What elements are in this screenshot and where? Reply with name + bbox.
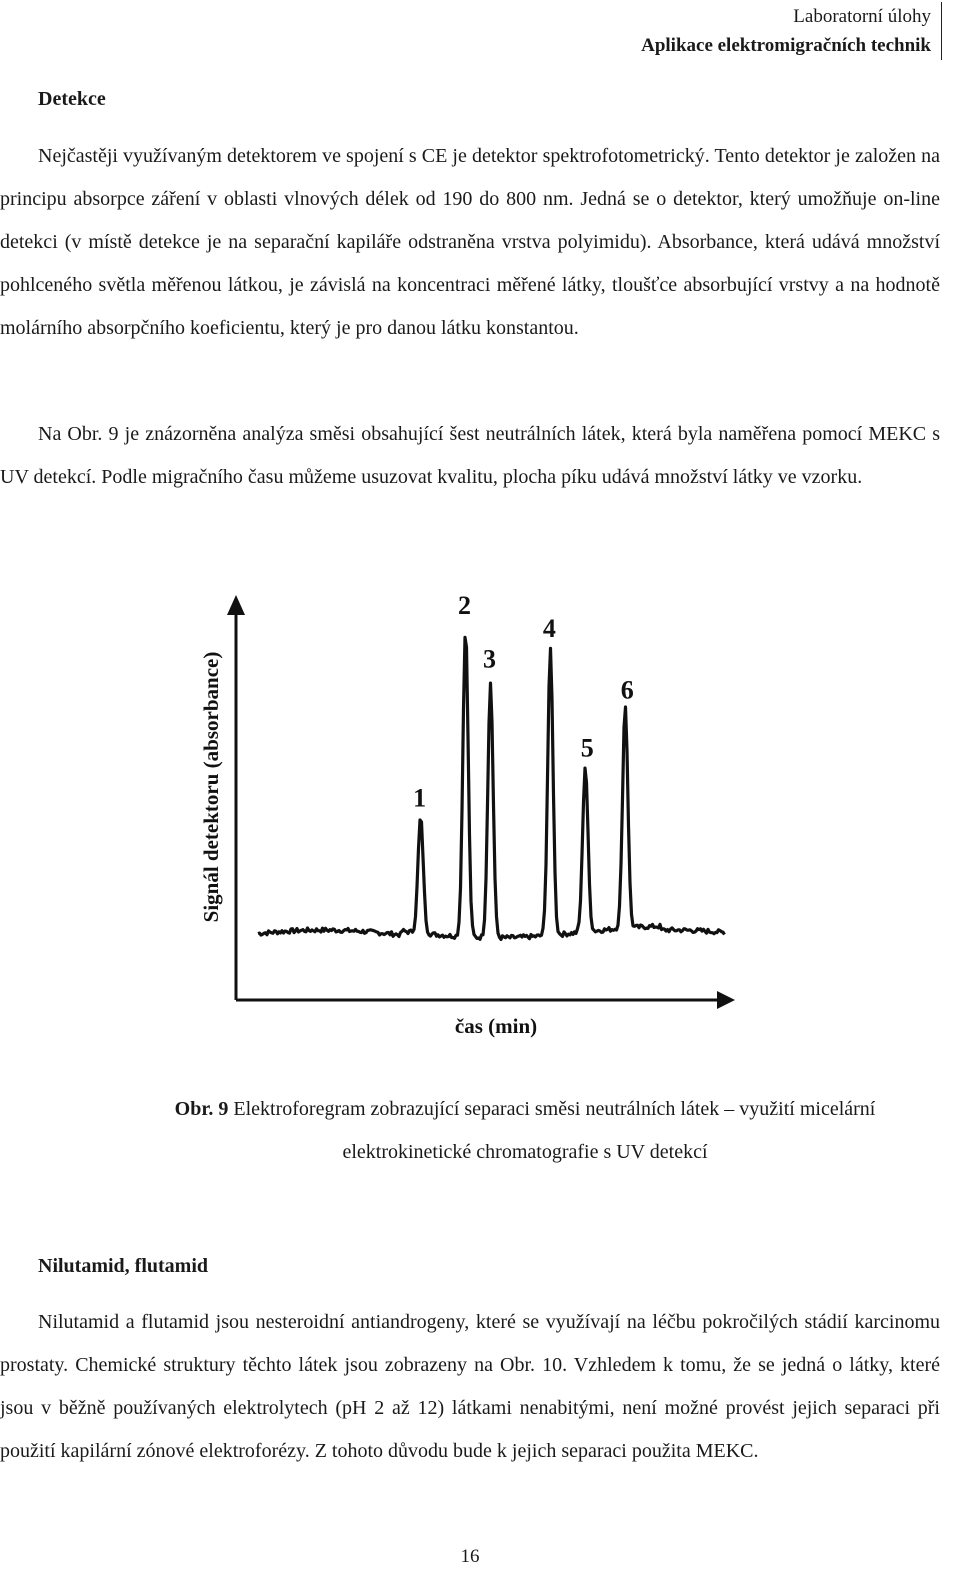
peak-label-1: 1 — [413, 783, 427, 813]
paragraph-nilutamid-text: Nilutamid a flutamid jsou nesteroidní antiandrogeny, které se využívají na léčbu pokročilých stádií karcinomu prostaty. Chemické struktury těchto látek jsou zobrazeny na Obr. 10. Vzhledem k tomu, že se jedná o látky, které jsou v běžně používaných elektrolytech (pH 2 až 12) látkami nenabitými, není možné provést jejich separaci při použití kapilární zónové elektroforézy. Z tohoto důvodu bude k jejich separaci použita MEKC. — [0, 1311, 940, 1462]
peak-label-4: 4 — [542, 613, 556, 643]
y-axis-arrow — [227, 595, 245, 615]
electropherogram-figure — [180, 585, 760, 1055]
page-header — [641, 2, 942, 60]
signal-trace — [258, 637, 725, 939]
caption-label: Obr. 9 — [174, 1098, 229, 1120]
header-course: Laboratorní úlohy — [793, 6, 931, 27]
figure-caption — [0, 1088, 940, 1174]
paragraph-figure-intro-text: Na Obr. 9 je znázorněna analýza směsi obsahující šest neutrálních látek, která byla naměřena pomocí MEKC s UV detekcí. Podle migračního času můžeme usuzovat kvalitu, plocha píku udává množství látky ve vzorku. — [0, 423, 940, 488]
x-axis-label: čas (min) — [454, 1014, 538, 1038]
section-heading-nilutamid: Nilutamid, flutamid — [38, 1255, 209, 1277]
section-heading-detekce: Detekce — [38, 88, 106, 110]
paragraph-detector — [0, 135, 940, 350]
header-chapter: Aplikace elektromigračních technik — [641, 35, 931, 56]
x-axis-arrow — [717, 991, 735, 1009]
peak-label-6: 6 — [620, 675, 634, 705]
page-number: 16 — [460, 1546, 480, 1567]
paragraph-nilutamid — [0, 1301, 940, 1473]
paragraph-detector-text: Nejčastěji využívaným detektorem ve spojení s CE je detektor spektrofotometrický. Tento detektor je založen na principu absorpce záření v oblasti vlnových délek od 190 do 800 nm. Jedná se o detektor, který umožňuje on-line detekci (v místě detekce je na separační kapiláře odstraněna vrstva polyimidu). Absorbance, která udává množství pohlceného světla měřenou látkou, je závislá na koncentraci měřené látky, tloušťce absorbující vrstvy a na hodnotě molárního absorpčního koeficientu, který je pro danou látku konstantou. — [0, 145, 940, 339]
peak-label-2: 2 — [458, 590, 472, 620]
caption-text: Elektroforegram zobrazující separaci směsi neutrálních látek – využití micelární elektrokinetické chromatografie s UV detekcí — [233, 1098, 876, 1163]
peak-label-5: 5 — [580, 733, 594, 763]
paragraph-figure-intro — [0, 413, 940, 499]
peak-label-3: 3 — [482, 644, 496, 674]
y-axis-label: Signál detektoru (absorbance) — [199, 651, 223, 923]
